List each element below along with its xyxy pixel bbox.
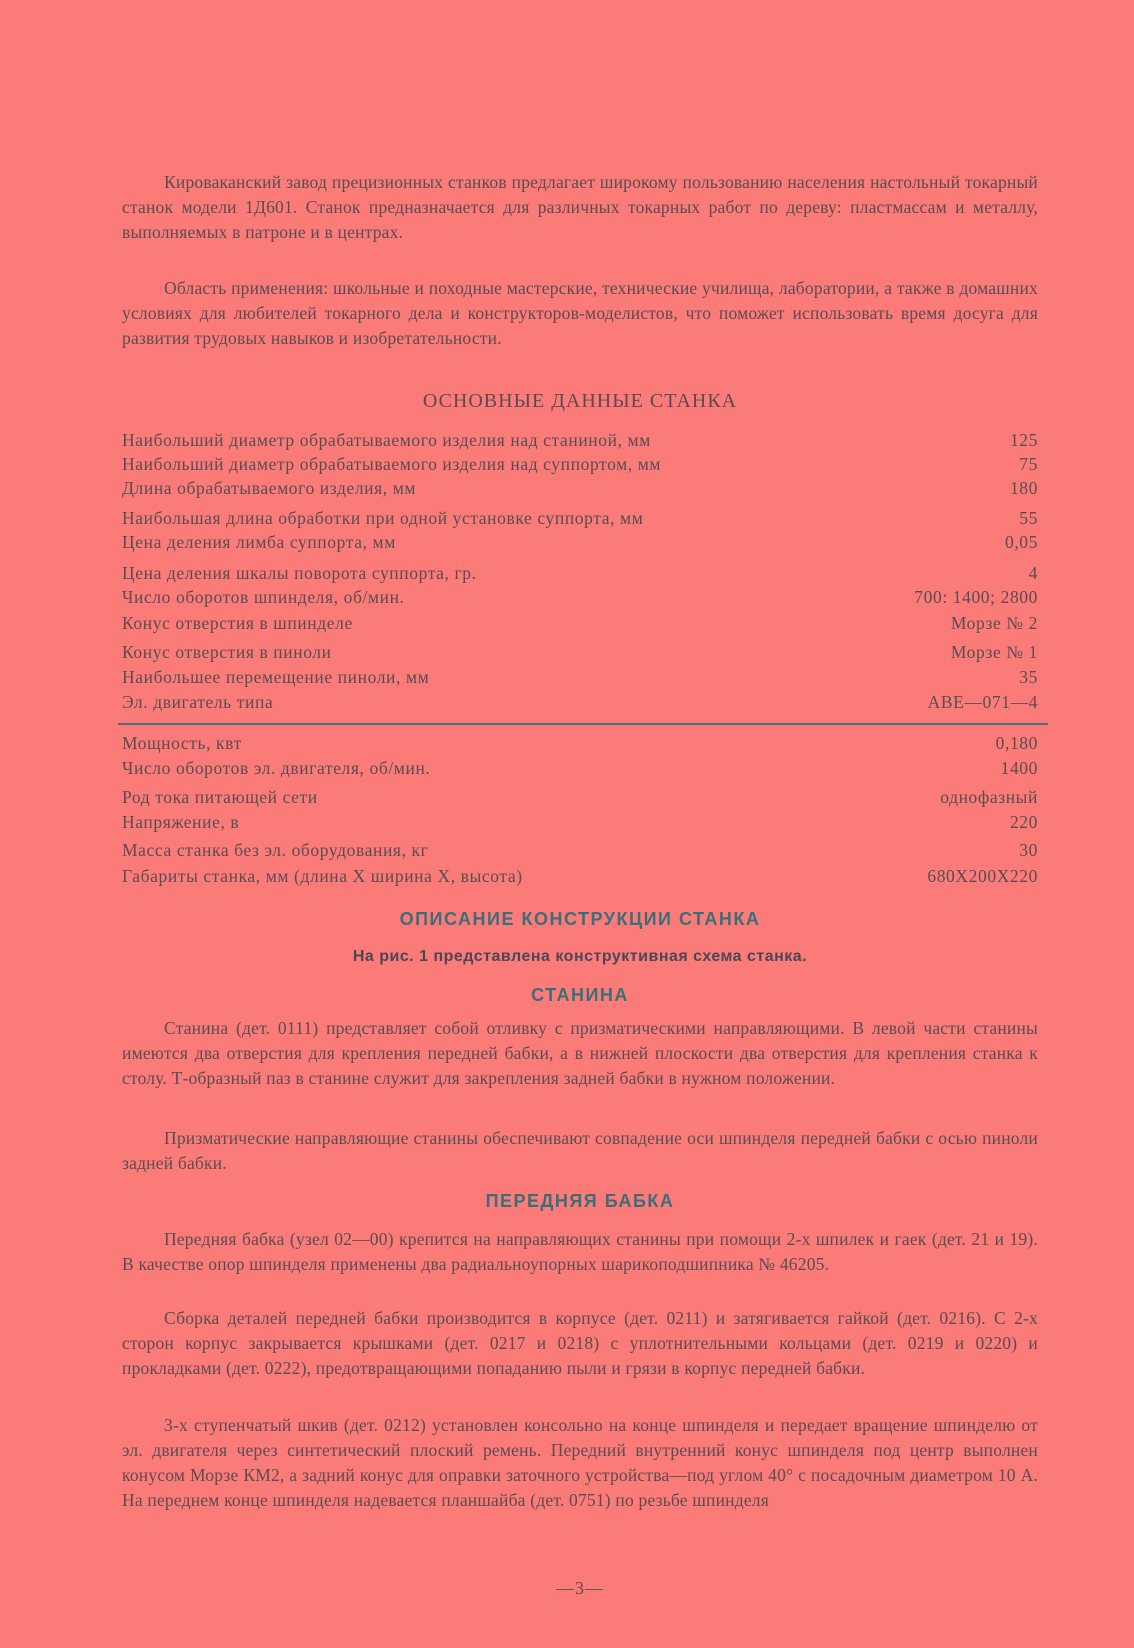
spec-label: Род тока питающей сети xyxy=(122,787,318,807)
spec-label: Наибольший диаметр обрабатываемого изделия над станиной, мм xyxy=(122,430,651,450)
spec-row xyxy=(122,812,1038,840)
spec-label: Наибольшая длина обработки при одной установке суппорта, мм xyxy=(122,508,644,528)
spec-value: 55 xyxy=(1019,508,1038,528)
spec-row xyxy=(122,478,1038,508)
specs-table-lower xyxy=(122,733,1038,890)
spec-label: Число оборотов эл. двигателя, об/мин. xyxy=(122,758,431,778)
spec-row xyxy=(122,667,1038,692)
spec-label: Эл. двигатель типа xyxy=(122,692,274,712)
design-section-subtitle: На рис. 1 представлена конструктивная схема станка. xyxy=(352,948,808,965)
headstock-paragraph-3: 3-х ступенчатый шкив (дет. 0212) установлен консольно на конце шпинделя и передает вращение шпинделю от эл. двигателя через синтетический плоский ремень. Передний внутренний конус шпинделя под центр выполнен конусом Морзе КМ2, а задний конус для оправки заточного устройства—под углом 40° с посадочным диаметром 10 А. На переднем конце шпинделя надевается планшайба (дет. 0751) по резьбе шпинделя xyxy=(122,1415,1038,1510)
spec-value: Морзе № 2 xyxy=(950,613,1038,633)
specs-table-upper xyxy=(122,430,1038,716)
spec-label: Число оборотов шпинделя, об/мин. xyxy=(122,587,405,607)
bed-paragraph-2: Призматические направляющие станины обеспечивают совпадение оси шпинделя передней бабки с осью пиноли задней бабки. xyxy=(122,1128,1038,1173)
spec-value: 35 xyxy=(1019,667,1038,687)
spec-value: Морзе № 1 xyxy=(950,642,1038,662)
bed-paragraph-1: Станина (дет. 0111) представляет собой отливку с призматическими направляющими. В левой части станины имеются два отверстия для крепления передней бабки, а в нижней плоскости два отверстия для крепления станка к столу. Т-образный паз в станине служит для закрепления задней бабки в нужном положении. xyxy=(122,1018,1038,1088)
spec-label: Цена деления лимба суппорта, мм xyxy=(122,532,396,552)
spec-value: 30 xyxy=(1019,840,1038,860)
spec-value: однофазный xyxy=(940,787,1038,807)
spec-row xyxy=(122,733,1038,758)
spec-value: 4 xyxy=(1028,563,1038,583)
spec-row xyxy=(122,758,1038,787)
spec-row xyxy=(122,642,1038,667)
spec-label: Наибольшее перемещение пиноли, мм xyxy=(122,667,430,687)
spec-label: Конус отверстия в пиноли xyxy=(122,642,332,662)
spec-value: 1400 xyxy=(1000,758,1038,778)
spec-row xyxy=(122,454,1038,478)
spec-value: 125 xyxy=(1009,430,1038,450)
spec-row xyxy=(122,840,1038,866)
spec-row xyxy=(122,866,1038,890)
headstock-section-title: ПЕРЕДНЯЯ БАБКА xyxy=(485,1191,675,1211)
spec-row xyxy=(122,532,1038,563)
spec-row xyxy=(122,692,1038,716)
page-number: —3— xyxy=(556,1578,604,1598)
spec-row xyxy=(122,430,1038,454)
design-section-title: ОПИСАНИЕ КОНСТРУКЦИИ СТАНКА xyxy=(399,909,761,929)
headstock-paragraph-2: Сборка деталей передней бабки производится в корпусе (дет. 0211) и затягивается гайкой (дет. 0216). С 2-х сторон корпус закрывается крышками (дет. 0217 и 0218) с уплотнительными кольцами (дет. 0219 и 0220) и прокладками (дет. 0222), предотвращающими попаданию пыли и грязи в корпус передней бабки. xyxy=(122,1308,1038,1378)
spec-row xyxy=(122,787,1038,812)
spec-value: 700: 1400; 2800 xyxy=(914,587,1038,607)
spec-label: Габариты станка, мм (длина X ширина X, высота) xyxy=(122,866,523,886)
intro-paragraph-1: Кироваканский завод прецизионных станков предлагает широкому пользованию населения настольный токарный станок модели 1Д601. Станок предназначается для различных токарных работ по дереву: пластмассам и металлу, выполняемых в патроне и в центрах. xyxy=(122,172,1038,242)
bed-section-title: СТАНИНА xyxy=(531,985,629,1005)
spec-label: Напряжение, в xyxy=(122,812,240,832)
spec-value: 75 xyxy=(1019,454,1038,474)
spec-label: Масса станка без эл. оборудования, кг xyxy=(122,840,429,860)
spec-value: 680X200X220 xyxy=(927,866,1038,886)
spec-row xyxy=(122,563,1038,587)
spec-value: 0,05 xyxy=(1004,532,1038,552)
spec-value: 0,180 xyxy=(995,733,1038,753)
spec-label: Мощность, квт xyxy=(122,733,242,753)
headstock-paragraph-1: Передняя бабка (узел 02—00) крепится на направляющих станины при помощи 2-х шпилек и гаек (дет. 21 и 19). В качестве опор шпинделя применены два радиальноупорных шарикоподшипника № 46205. xyxy=(122,1229,1038,1274)
spec-label: Длина обрабатываемого изделия, мм xyxy=(122,478,417,498)
spec-value: 180 xyxy=(1009,478,1038,498)
table-divider xyxy=(118,723,1048,725)
spec-label: Цена деления шкалы поворота суппорта, гр. xyxy=(122,563,477,583)
spec-row xyxy=(122,613,1038,642)
spec-label: Наибольший диаметр обрабатываемого изделия над суппортом, мм xyxy=(122,454,662,474)
spec-row xyxy=(122,508,1038,532)
spec-label: Конус отверстия в шпинделе xyxy=(122,613,353,633)
intro-paragraph-2: Область применения: школьные и походные мастерские, технические училища, лаборатории, а также в домашних условиях для любителей токарного дела и конструкторов-моделистов, что поможет использовать время досуга для развития трудовых навыков и изобретательности. xyxy=(122,278,1038,348)
spec-row xyxy=(122,587,1038,613)
spec-value: АВЕ—071—4 xyxy=(927,692,1038,712)
spec-value: 220 xyxy=(1009,812,1038,832)
specs-title: ОСНОВНЫЕ ДАННЫЕ СТАНКА xyxy=(422,390,738,412)
